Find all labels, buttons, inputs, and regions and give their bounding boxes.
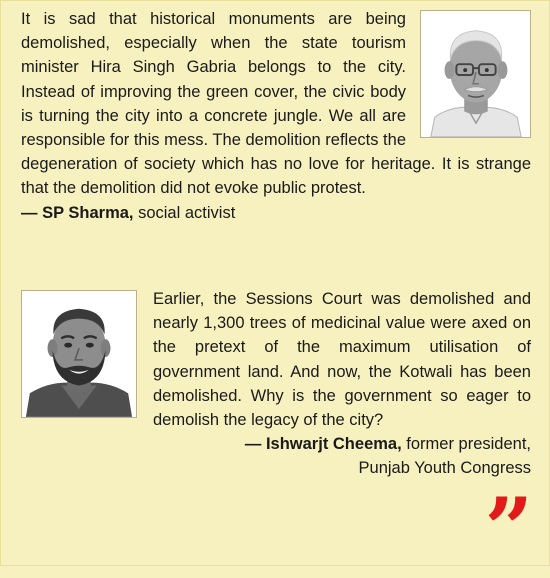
quote-text: Earlier, the Sessions Court was demolished and nearly 1,300 trees of medicinal value were axed on the pretext of the maximum utilisation of government land. And now, the Kotwali has been demolished. Why is the government so eager to demolish the legacy of the city? xyxy=(153,290,531,430)
attribution xyxy=(21,201,531,225)
portrait-sp-sharma-image xyxy=(421,11,530,137)
portrait-ishwarjt-cheema-image xyxy=(22,291,136,417)
attribution-role: former president, xyxy=(406,435,531,454)
attribution-org: Punjab Youth Congress xyxy=(358,459,531,478)
quote-ishwarjt-cheema xyxy=(21,287,531,481)
attribution-name: — Ishwarjt Cheema, xyxy=(244,435,402,454)
attribution xyxy=(21,432,531,456)
portrait-photo-ishwarjt-cheema xyxy=(21,290,137,418)
attribution-role: social activist xyxy=(138,203,236,222)
quote-text: It is sad that historical monuments are being demolished, especially when the state tourism minister Hira Singh Gabria belongs to the city. Instead of improving the green cover, the civic body is turning the city into a concrete jungle. We all are responsible for this mess. The demolition reflects the degeneration of society which has no love for heritage. It is strange that the demolition did not evoke public protest. xyxy=(21,10,531,198)
closing-quote-mark-icon: ” xyxy=(484,479,529,578)
quote-sp-sharma xyxy=(21,7,531,225)
portrait-photo-sp-sharma xyxy=(420,10,531,138)
attribution-name: — SP Sharma, xyxy=(21,203,134,222)
